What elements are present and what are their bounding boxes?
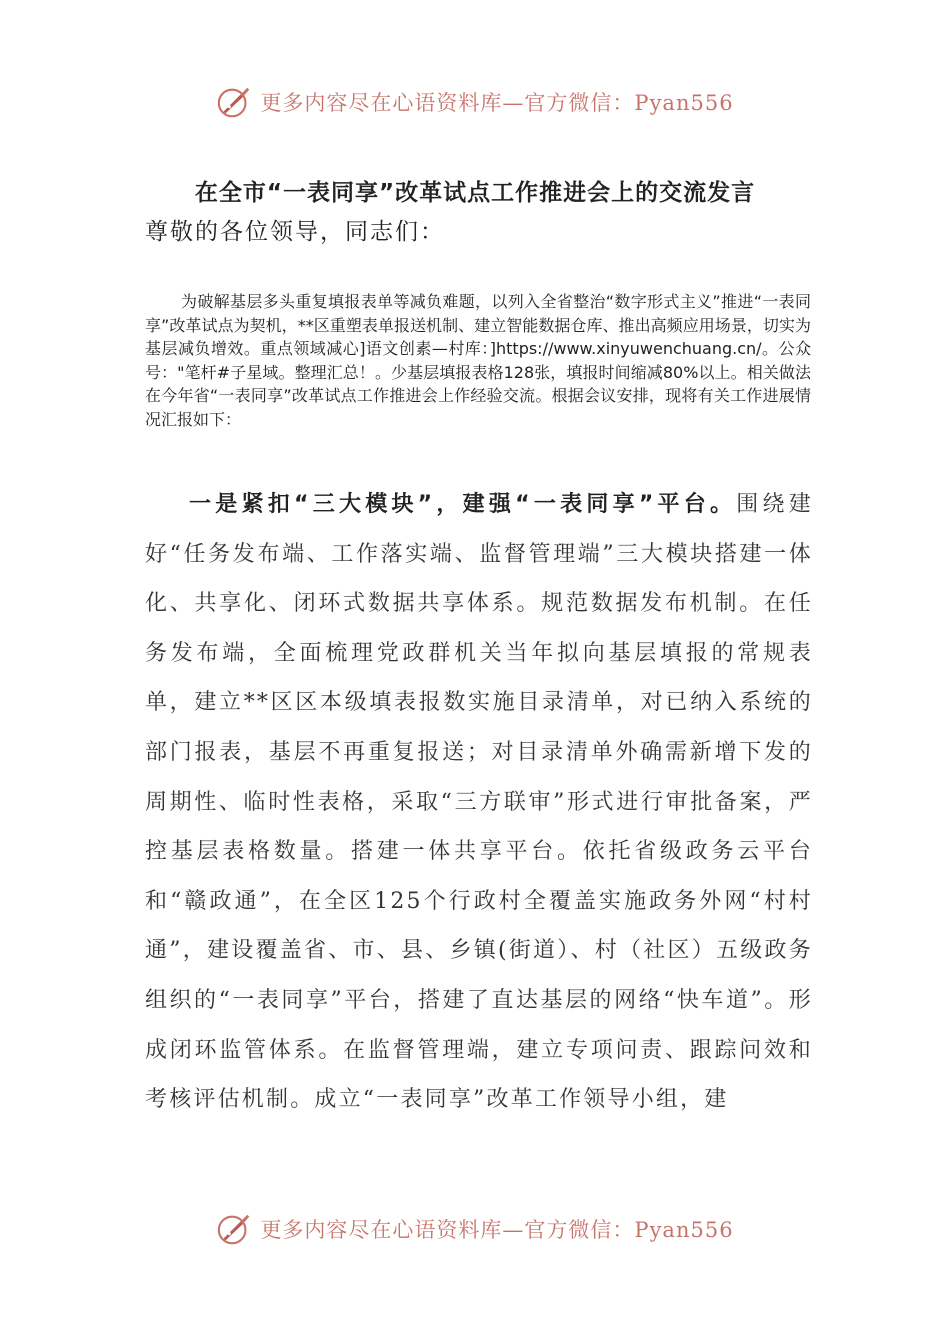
header-banner [0,80,950,124]
section-one-body: 围绕建好“任务发布端、工作落实端、监督管理端”三大模块搭建一体化、共享化、闭环式数据共享体系。规范数据发布机制。在任务发布端，全面梳理党政群机关当年拟向基层填报的常规表单，建立**区区本级填表报数实施目录清单，对已纳入系统的部门报表，基层不再重复报送；对目录清单外确需新增下发的周期性、临时性表格，采取“三方联审”形式进行审批备案，严控基层表格数量。搭建一体共享平台。依托省级政务云平台和“赣政通”，在全区125个行政村全覆盖实施政务外网“村村通”，建设覆盖省、市、县、乡镇(街道）、村（社区）五级政务组织的“一表同享”平台，搭建了直达基层的网络“快车道”。形成闭环监管体系。在监督管理端，建立专项问责、跟踪问效和考核评估机制。成立“一表同享”改革工作领导小组，建 [145,492,813,1113]
salutation: 尊敬的各位领导，同志们： [145,219,445,245]
pen-nib-logo-icon [216,83,254,121]
footer-banner [0,1207,950,1251]
document-title: 在全市“一表同享”改革试点工作推进会上的交流发言 [194,180,756,206]
intro-paragraph: 为破解基层多头重复填报表单等减负难题，以列入全省整治“数字形式主义”推进“一表同享”改革试点为契机，**区重塑表单报送机制、建立智能数据仓库、推出高频应用场景，切实为基层减负增效。重点领域减心]语文创素—村库：]https://www.xinyuwenchuang.cn/。公众号："笔杆#子星域。整理汇总！。少基层填报表格128张，填报时间缩减80%以上。相关做法在今年省“一表同享”改革试点工作推进会上作经验交流。根据会议安排，现将有关工作进展情况汇报如下： [145,292,811,429]
pen-nib-logo-icon [216,1210,254,1248]
footer-banner-text: 更多内容尽在心语资料库—官方微信：Pyan556 [260,1218,734,1242]
header-banner-text: 更多内容尽在心语资料库—官方微信：Pyan556 [260,91,734,115]
section-one-heading: 一是紧扣“三大模块”，建强“一表同享”平台。 [189,492,737,517]
section-one-paragraph [145,480,813,1125]
